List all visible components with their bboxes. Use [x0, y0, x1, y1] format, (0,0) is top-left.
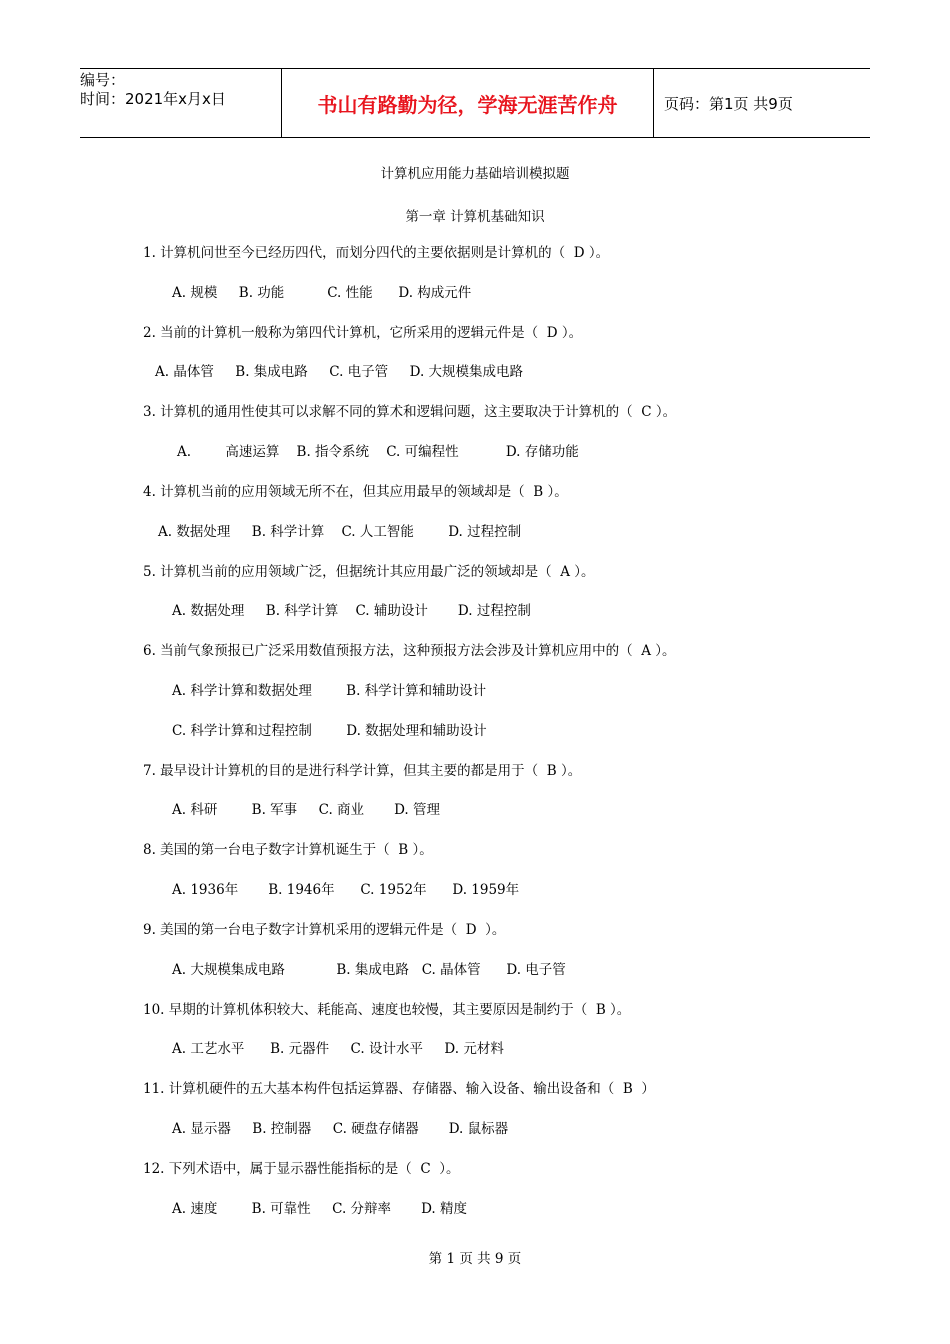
- question-1: 1. 计算机问世至今已经历四代，而划分四代的主要依据则是计算机的（ D ）。: [143, 245, 610, 261]
- question-4-options: A. 数据处理 B. 科学计算 C. 人工智能 D. 过程控制: [158, 524, 522, 540]
- question-7-options: A. 科研 B. 军事 C. 商业 D. 管理: [172, 802, 441, 818]
- number-label: 编号：: [80, 71, 126, 89]
- chapter-title: 第一章 计算机基础知识: [405, 209, 545, 225]
- question-4: 4. 计算机当前的应用领域无所不在，但其应用最早的领域却是（ B ）。: [143, 484, 568, 500]
- question-1-options: A. 规模 B. 功能 C. 性能 D. 构成元件: [172, 285, 472, 301]
- date-label: 时间：2021年x月x日: [80, 90, 226, 108]
- page-footer: 第 1 页 共 9 页: [428, 1251, 522, 1267]
- header-meta: [80, 69, 281, 137]
- page-header: [80, 68, 870, 138]
- question-10: 10. 早期的计算机体积较大、耗能高、速度也较慢，其主要原因是制约于（ B ）。: [143, 1002, 631, 1018]
- question-5: 5. 计算机当前的应用领域广泛，但据统计其应用最广泛的领域却是（ A ）。: [143, 564, 595, 580]
- header-page-info: 页码：第1页 共9页: [664, 94, 793, 113]
- document-title: 计算机应用能力基础培训模拟题: [380, 166, 570, 182]
- question-2-options: A. 晶体管 B. 集成电路 C. 电子管 D. 大规模集成电路: [155, 364, 524, 380]
- question-11-options: A. 显示器 B. 控制器 C. 硬盘存储器 D. 鼠标器: [172, 1121, 509, 1137]
- question-3-options: A. 高速运算 B. 指令系统 C. 可编程性 D. 存储功能: [177, 444, 579, 460]
- question-6: 6. 当前气象预报已广泛采用数值预报方法，这种预报方法会涉及计算机应用中的（ A ）。: [143, 643, 676, 659]
- question-8-options: A. 1936年 B. 1946年 C. 1952年 D. 1959年: [172, 882, 520, 898]
- question-6-options-row-2: C. 科学计算和过程控制 D. 数据处理和辅助设计: [172, 723, 487, 739]
- question-10-options: A. 工艺水平 B. 元器件 C. 设计水平 D. 元材料: [172, 1041, 504, 1057]
- question-12-options: A. 速度 B. 可靠性 C. 分辩率 D. 精度: [172, 1201, 468, 1217]
- question-5-options: A. 数据处理 B. 科学计算 C. 辅助设计 D. 过程控制: [172, 603, 531, 619]
- header-motto: 书山有路勤为径，学海无涯苦作舟: [281, 69, 654, 137]
- question-11: 11. 计算机硬件的五大基本构件包括运算器、存储器、输入设备、输出设备和（ B ）: [143, 1081, 655, 1097]
- question-6-options-row-1: A. 科学计算和数据处理 B. 科学计算和辅助设计: [172, 683, 487, 699]
- question-3: 3. 计算机的通用性使其可以求解不同的算术和逻辑问题，这主要取决于计算机的（ C ）。: [143, 404, 677, 420]
- question-12: 12. 下列术语中，属于显示器性能指标的是（ C ）。: [143, 1161, 460, 1177]
- question-7: 7. 最早设计计算机的目的是进行科学计算，但其主要的都是用于（ B ）。: [143, 763, 582, 779]
- question-8: 8. 美国的第一台电子数字计算机诞生于（ B ）。: [143, 842, 433, 858]
- question-9: 9. 美国的第一台电子数字计算机采用的逻辑元件是（ D ）。: [143, 922, 506, 938]
- question-9-options: A. 大规模集成电路 B. 集成电路 C. 晶体管 D. 电子管: [172, 962, 566, 978]
- question-2: 2. 当前的计算机一般称为第四代计算机，它所采用的逻辑元件是（ D ）。: [143, 325, 583, 341]
